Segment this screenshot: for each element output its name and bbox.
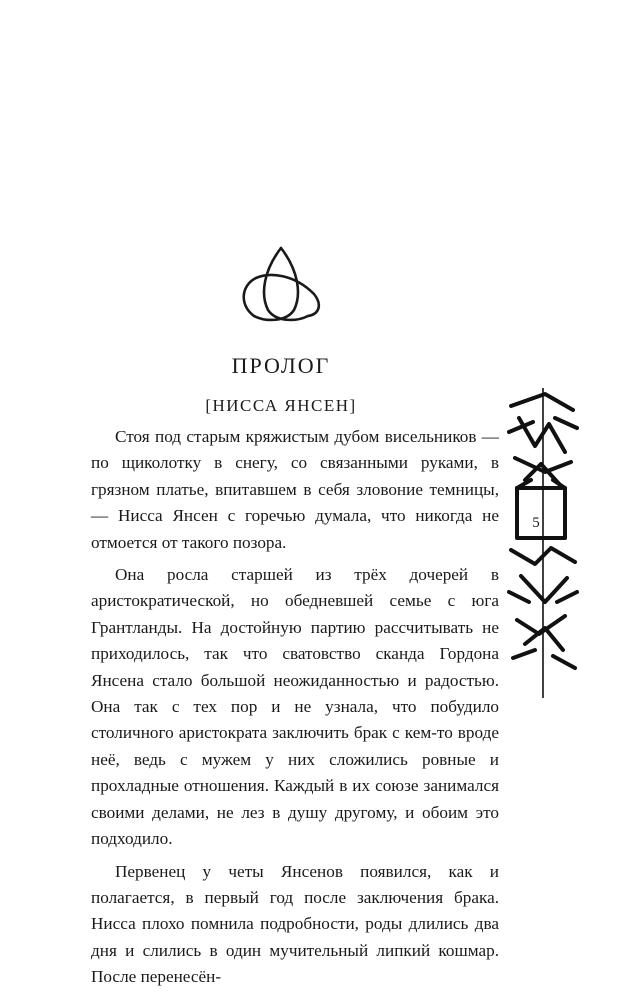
pov-label: [НИССА ЯНСЕН] [205, 396, 357, 415]
page-number: 5 [532, 515, 540, 531]
paragraph: Первенец у четы Янсенов появился, как и полагается, в первый год после заключения брака. Нисса плохо помнила подробности, роды длились два дня и слились в один мучительный липкий кошмар. После перенесён- [91, 861, 499, 987]
triquetra-icon [236, 244, 326, 324]
rune-ornament [505, 388, 580, 698]
body-text [91, 424, 499, 997]
paragraph: Стоя под старым кряжистым дубом висельников — по щиколотку в снегу, со связанными руками, в грязном платье, впитавшем в себя зловоние темницы, — Нисса Янсен с горечью думала, что никогда не отмоется от такого позора. [91, 427, 499, 552]
paragraph: Она росла старшей из трёх дочерей в аристократической, но обедневшей семье с юга Грантланды. На достойную партию рассчитывать не приходилось, так что сватовство сканда Гордона Янсена стало большой неожиданностью и радостью. Она так с тех пор и не узнала, что побудило столичного аристократа заключить брак с кем-то вроде неё, ведь с мужем у них сложились ровные и прохладные отношения. Каждый в их союзе занимался своими делами, не лез в душу другому, и обоим это подходило. [91, 565, 499, 849]
chapter-title: ПРОЛОГ [231, 353, 331, 378]
